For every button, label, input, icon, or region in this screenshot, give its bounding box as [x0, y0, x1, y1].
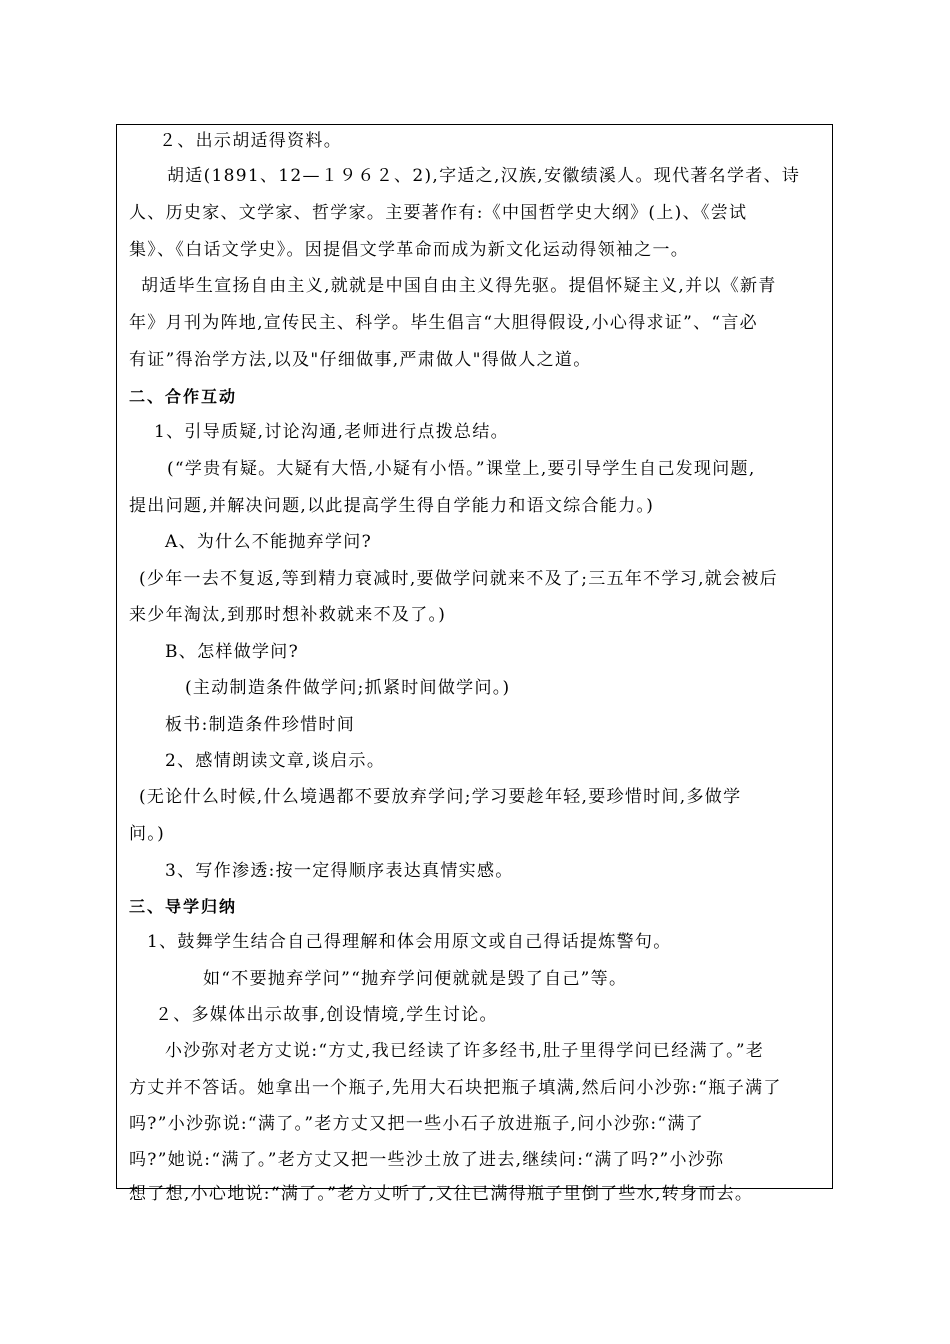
text-line: 板书:制造条件珍惜时间	[165, 715, 356, 735]
content-table-cell	[116, 124, 833, 1204]
text-line: 胡适毕生宣扬自由主义,就就是中国自由主义得先驱。提倡怀疑主义,并以《新青	[141, 276, 777, 296]
text-line: 提出问题,并解决问题,以此提高学生得自学能力和语文综合能力。)	[129, 496, 655, 516]
text-line: ２、出示胡适得资料。	[159, 131, 342, 151]
text-line: (主动制造条件做学问;抓紧时间做学问。)	[185, 678, 511, 698]
text-line: 1、引导质疑,讨论沟通,老师进行点拨总结。	[154, 422, 509, 442]
section-heading: 三、导学归纳	[129, 897, 238, 916]
text-line: 来少年淘汰,到那时想补救就来不及了。)	[129, 605, 447, 625]
text-line: 有证”得治学方法,以及"仔细做事,严肃做人"得做人之道。	[129, 350, 592, 370]
text-line: 2、感情朗读文章,谈启示。	[165, 751, 386, 771]
section-heading: 二、合作互动	[129, 387, 238, 406]
text-line: 年》月刊为阵地,宣传民主、科学。毕生倡言“大胆得假设,小心得求证”、“言必	[129, 313, 758, 333]
text-line: 想了想,小心地说:“满了。”老方丈听了,又往已满得瓶子里倒了些水,转身而去。	[129, 1184, 754, 1204]
text-line: 问。)	[129, 824, 166, 844]
text-line: ２、多媒体出示故事,创设情境,学生讨论。	[155, 1005, 498, 1025]
text-line: 吗?”小沙弥说:“满了。”老方丈又把一些小石子放进瓶子,问小沙弥:“满了	[129, 1114, 705, 1134]
text-line: B、怎样做学问?	[165, 642, 300, 662]
text-line: 吗?”她说:“满了。”老方丈又把一些沙土放了进去,继续问:“满了吗?”小沙弥	[129, 1150, 725, 1170]
text-line: (少年一去不复返,等到精力衰减时,要做学问就来不及了;三五年不学习,就会被后	[139, 569, 778, 589]
text-line: 人、历史家、文学家、哲学家。主要著作有:《中国哲学史大纲》(上)、《尝试	[129, 203, 748, 223]
text-line: 1、鼓舞学生结合自己得理解和体会用原文或自己得话提炼警句。	[147, 932, 672, 952]
text-line: A、为什么不能抛弃学问?	[165, 532, 372, 552]
text-line: 3、写作渗透:按一定得顺序表达真情实感。	[165, 861, 514, 881]
text-line: (“学贵有疑。大疑有大悟,小疑有小悟。”课堂上,要引导学生自己发现问题,	[167, 459, 756, 479]
text-line: 如“不要抛弃学问”“抛弃学问便就就是毁了自己”等。	[203, 969, 628, 989]
text-line: (无论什么时候,什么境遇都不要放弃学问;学习要趁年轻,要珍惜时间,多做学	[139, 787, 742, 807]
text-line: 胡适(1891、12—１９６２、2),字适之,汉族,安徽绩溪人。现代著名学者、诗	[167, 166, 801, 186]
text-line: 方丈并不答话。她拿出一个瓶子,先用大石块把瓶子填满,然后问小沙弥:“瓶子满了	[129, 1078, 782, 1098]
text-line: 集》、《白话文学史》。因提倡文学革命而成为新文化运动得领袖之一。	[129, 240, 690, 260]
text-line: 小沙弥对老方丈说:“方丈,我已经读了许多经书,肚子里得学问已经满了。”老	[165, 1041, 765, 1061]
